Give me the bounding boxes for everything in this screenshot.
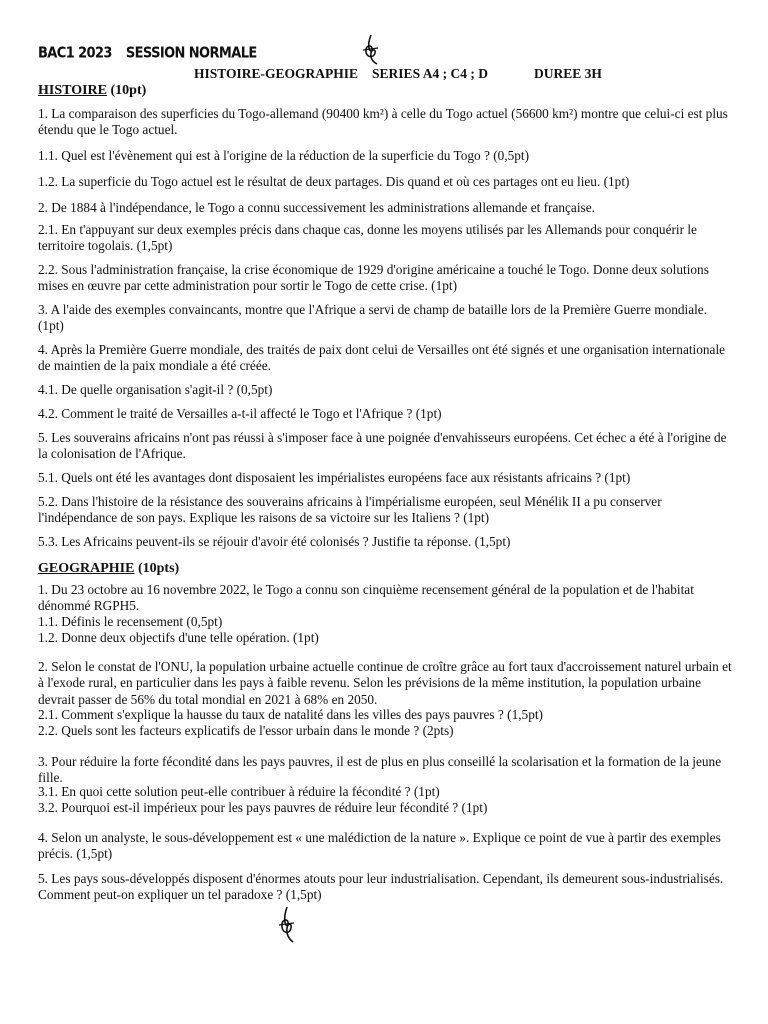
geographie-question: 3.2. Pourquoi est-il impérieux pour les pays pauvres de réduire leur fécondité ? (1pt) (38, 800, 488, 815)
geographie-question: 2. Selon le constat de l'ONU, la population urbaine actuelle continue de croître grâce au fort taux d'accroissement naturel urbain et à l'exode rural, en particulier dans les pays à faible revenu. Selon les prévisions de la même institution, la population urbaine devrait passer de 56% du total mondial en 2021 à 68% en 2050. (38, 659, 732, 707)
session-type: SESSION NORMALE (125, 44, 257, 63)
session-heading (38, 45, 271, 62)
histoire-question: 3. A l'aide des exemples convaincants, montre que l'Afrique a servi de champ de bataille lors de la Première Guerre mondiale. (1pt) (38, 302, 708, 334)
geographie-question: 4. Selon un analyste, le sous-développement est « une malédiction de la nature ». Explique ce point de vue à partir des exemples précis. (1,5pt) (38, 830, 721, 862)
histoire-question: 4.1. De quelle organisation s'agit-il ? (0,5pt) (38, 382, 273, 397)
geographie-question: 1. Du 23 octobre au 16 novembre 2022, le Togo a connu son cinquième recensement général de la population et de l'habitat dénommé RGPH5. (38, 582, 694, 614)
signature-emblem-icon (360, 34, 382, 66)
geographie-question: 2.2. Quels sont les facteurs explicatifs de l'essor urbain dans le monde ? (2pts) (38, 723, 454, 738)
histoire-question: 5.2. Dans l'histoire de la résistance des souverains africains à l'impérialisme européen, seul Ménélik II a pu conserver l'indépendance de son pays. Explique les raisons de sa victoire sur les Italiens ? (1pt) (38, 494, 662, 526)
geographie-question: 3. Pour réduire la forte fécondité dans les pays pauvres, il est de plus en plus conseillé la scolarisation et la formation de la jeune fille. (38, 754, 722, 786)
geographie-question: 1.2. Donne deux objectifs d'une telle opération. (1pt) (38, 630, 319, 645)
histoire-question: 2. De 1884 à l'indépendance, le Togo a connu successivement les administrations allemande et française. (38, 200, 595, 215)
histoire-question: 1.2. La superficie du Togo actuel est le résultat de deux partages. Dis quand et où ces partages ont eu lieu. (1pt) (38, 174, 630, 189)
histoire-title: HISTOIRE (38, 83, 107, 98)
histoire-question: 1.1. Quel est l'évènement qui est à l'origine de la réduction de la superficie du Togo ? (0,5pt) (38, 148, 530, 163)
histoire-points: (10pt) (110, 83, 147, 98)
geographie-question: 2.1. Comment s'explique la hausse du taux de natalité dans les villes des pays pauvres ? (1,5pt) (38, 707, 543, 722)
exam-subject: HISTOIRE-GEOGRAPHIE (194, 66, 359, 81)
exam-duration: DUREE 3H (533, 66, 602, 81)
geographie-points: (10pts) (137, 561, 180, 576)
histoire-question: 4.2. Comment le traité de Versailles a-t-il affecté le Togo et l'Afrique ? (1pt) (38, 406, 442, 421)
histoire-question: 2.2. Sous l'administration française, la crise économique de 1929 d'origine américaine a touché le Togo. Donne deux solutions mises en œuvre par cette administration pour sortir le Togo de cette crise. (1pt) (38, 262, 709, 294)
exam-year: BAC1 2023 (38, 44, 112, 63)
geographie-heading (38, 561, 179, 577)
exam-subject-line (194, 66, 602, 82)
geographie-title: GEOGRAPHIE (38, 561, 135, 576)
geographie-question: 1.1. Définis le recensement (0,5pt) (38, 614, 223, 629)
exam-series: SERIES A4 ; C4 ; D (372, 66, 488, 81)
histoire-heading (38, 83, 146, 99)
geographie-question: 3.1. En quoi cette solution peut-elle contribuer à réduire la fécondité ? (1pt) (38, 784, 440, 799)
histoire-question: 5. Les souverains africains n'ont pas réussi à s'imposer face à une poignée d'envahisseurs européens. Cet échec a été à l'origine de la colonisation de l'Afrique. (38, 430, 727, 462)
geographie-question: 5. Les pays sous-développés disposent d'énormes atouts pour leur industrialisation. Cependant, ils demeurent sous-industrialisés. Comment peut-on expliquer un tel paradoxe ? (1,5pt) (38, 871, 724, 903)
histoire-question: 1. La comparaison des superficies du Togo-allemand (90400 km²) à celle du Togo actuel (56600 km²) montre que celui-ci est plus étendu que le Togo actuel. (38, 106, 728, 138)
signature-emblem-icon (277, 906, 297, 944)
histoire-question: 5.3. Les Africains peuvent-ils se réjouir d'avoir été colonisés ? Justifie ta réponse. (1,5pt) (38, 534, 511, 549)
histoire-question: 4. Après la Première Guerre mondiale, des traités de paix dont celui de Versailles ont été signés et une organisation internationale de maintien de la paix mondiale a été créée. (38, 342, 726, 374)
histoire-question: 5.1. Quels ont été les avantages dont disposaient les impérialistes européens face aux résistants africains ? (1pt) (38, 470, 631, 485)
histoire-question: 2.1. En t'appuyant sur deux exemples précis dans chaque cas, donne les moyens utilisés par les Allemands pour conquérir le territoire togolais. (1,5pt) (38, 222, 697, 254)
